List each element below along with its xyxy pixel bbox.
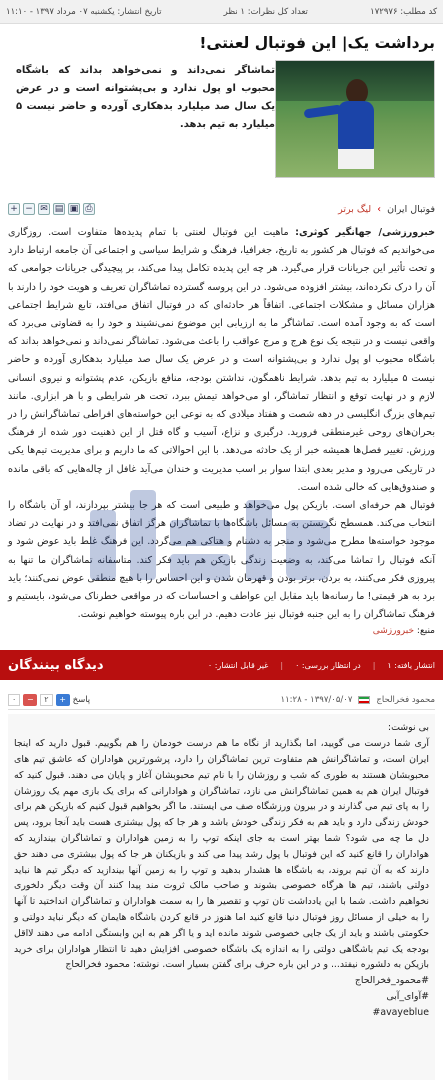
stat-published: انتشار یافته: ۱ xyxy=(387,660,435,670)
stat-pending: در انتظار بررسی: ۰ xyxy=(295,660,361,670)
comment-author-info xyxy=(281,695,435,705)
article-lead xyxy=(0,60,443,190)
reply-button[interactable]: پاسخ xyxy=(72,694,91,705)
font-increase-button[interactable]: + xyxy=(8,203,20,215)
like-button[interactable]: + xyxy=(56,694,70,706)
stat-rejected: غیر قابل انتشار: ۰ xyxy=(207,660,269,670)
comment-hashtag[interactable]: #محمود_فخرالحاج xyxy=(354,975,429,987)
print-icon[interactable]: ⎙ xyxy=(83,203,95,215)
comments-header xyxy=(0,650,443,680)
comment-hashtag[interactable]: avayeblue# xyxy=(372,1006,429,1018)
comment-hashtag[interactable]: #آوای_آبی xyxy=(386,991,429,1003)
breadcrumb-item[interactable]: فوتبال ایران xyxy=(387,203,435,215)
article-source: منبع: خبرورزشی xyxy=(372,626,435,637)
save-icon[interactable]: ▤ xyxy=(54,204,64,214)
breadcrumb xyxy=(338,204,435,215)
comment-body xyxy=(8,714,435,1080)
article-meta-bar xyxy=(0,0,443,24)
dislike-count: ۰ xyxy=(8,694,20,706)
pdf-icon[interactable]: ▣ xyxy=(69,204,79,214)
publish-date: تاریخ انتشار: یکشنبه ۰۷ مرداد ۱۳۹۷ - ۱۱:۱۰ xyxy=(6,6,162,17)
article-toolbar xyxy=(0,198,443,220)
like-count: ۲ xyxy=(40,694,52,706)
article-code: کد مطلب: ۱۷۲۹۷۶ xyxy=(370,6,437,17)
iran-flag-icon xyxy=(358,696,370,704)
comment-count: تعداد کل نظرات: ۱ نظر xyxy=(223,6,308,17)
email-icon[interactable]: ✉ xyxy=(38,203,50,215)
source-link[interactable]: خبرورزشی xyxy=(372,626,415,637)
article-title: برداشت یک| این فوتبال لعنتی! xyxy=(199,34,435,52)
comment-votes xyxy=(8,694,94,706)
comment-meta xyxy=(8,690,435,710)
lead-text: تماشاگر نمی‌داند و نمی‌خواهد بداند که باشگاه محبوب او پول ندارد و بی‌پشتوانه است و در عرض یک سال صد میلیارد بدهکاری آورده و حاضر نیست ۵ میلیارد به تیم بدهد. xyxy=(16,65,275,130)
comment-greeting: بی نوشت: xyxy=(387,722,429,734)
dislike-button[interactable]: − xyxy=(23,694,37,706)
comment-stats: انتشار یافته: ۱ | در انتظار بررسی: ۰ | غیر قابل انتشار: ۰ xyxy=(207,660,435,670)
reporter-byline: خبرورزشی/ جهانگیر کوثری: xyxy=(295,227,436,238)
paragraph: خبرورزشی/ جهانگیر کوثری: ماهیت این فوتبال لعنتی با تمام پدیده‌ها متفاوت است. روزگاری می‌خواندیم که فوتبال هر کشور به تاریخ، جغرافیا، فرهنگ و شرایط سیاسی و اجتماعی آن جامعه ارتباط دارد و تحت تأثیر این جریانات قرار می‌گیرد. هر چه این پدیده تکامل پیدا می‌کند، بر پیچیدگی جریانات جوامعی که آن را درک نکرده‌اند، بیشتر افزوده می‌شود. در این پروسه گسترده تماشاگران تعریف و هویت خود را دارند با هزاران مسائل و مشکلات اجتماعی. اتفاقاً هر حادثه‌ای که در فوتبال اتفاق می‌افتد، تابع شرایط اجتماعی است که به وجود آمده است. تماشاگر ما به ارزیابی این موضوع نمی‌نشیند و خود را به قضاوتی می‌برد که واقعی نیست و در نتیجه یک نوع هرج و مرج عواقب را باعث می‌شود. تماشاگر نمی‌داند و نمی‌خواهد بداند که باشگاه محبوب او پول ندارد و بی‌پشتوانه است و در عرض یک سال صد میلیارد بدهکاری آورده و حاضر نیست ۵ میلیارد به تیم بدهد. شرایط ناهمگون، نداشتن بودجه، منافع بازیکن، عدم پشتوانه و نیروی انسانی لازم و در نهایت توقع و انتظار تماشاگر، او می‌خواهد تیمش ببرد، تحت هر شرایطی و با هر ابزاری. مانند تیم‌های بزرگ انگلیسی در دهه شصت و هفتاد میلادی که به نوعی این خواسته‌های افراطی تماشاگرانش را در بحران‌های روحی غیرمنطقی فرورید. درگیری و نزاع، آسیب و گاه قتل از این ذهنیت دور شده از فرهنگ ورزش. تغییر فصل‌ها همیشه خبر از یک حادثه می‌دهد. با این احوالاتی که ما داریم و برای مدیریت تیم‌ها یکی در تاریکی می‌رود و مدیر بعدی ابتدا سوار بر اسب مدیریت و خندان می‌آید غافل از چاله‌هایی که باقی مانده و صندوق‌هایی که خالی شده است. xyxy=(8,227,436,493)
comment-text: آری شما درست می گویید، اما بگذارید از نگاه ما هم درست خودمان را هم بگوییم. قبول دارید که اینجا ایران است، و تماشاگرانش هم متفاوت ترین تماشاگران را دارد، پرشورترین هواداران که عاشق تیم های محبوبشان هستند به طوری که شب و روزشان را با نام تیم محبوبشان آغاز و پایان می دهند. قبول کنید که فوتبال ایران هم به همین تماشاگرانش می نازد، تماشاگران و هوادارانی که برای یک بازی مهم یک روزشان را به پای تیم می گذارند و در بیرون ورزشگاه صف می ایستند. ما اگر بخواهیم قبول کنیم که بازیکن هم برای خودش زندگی دارد و باید هم به فکر زندگی خودش باشد و هر جا که پول بیشتری هست باید آنجا برود، پس دل ما چه می شود؟ شما بهتر است به جای اینکه توپ را به زمین هواداران و تماشاگران بیندازید که هواداران را قانع کنید که این فوتبال با پول رشد پیدا می کند و بازیکنان هر جا که پول بیشتری می دهند حق دارند که به آن تیم بروند، به باشگاه ها هشدار بدهید و توپ را به زمین آنها بیندازید که دیگر تیم ها نباید دولتی باشند، تیم ها هرگاه خصوصی بشوند و صاحب مالک ثروت مند پیدا کنند آن وقت دیگر دلخوری نخواهیم داشت. شما با این یادداشت تان توپ و تقصیر ها را به سمت هواداران و تماشاگران انداختید تا آنها را به خیلی از مسائل روز فوتبال دنیا قانع کنید اما هنوز در قانع کردن باشگاه هایمان که دیگر نباید دولتی و حکومتی باشند و باید از یک جایی خصوصی شوند مانده اید و یا اگر هم به این وابستگی ادامه می دهند لااقل بودجه یک تیم باشگاهی دولتی را به اندازه یک باشگاه خصوصی افزایش دهید تا انتظار هواداران برای خرید بازیکن به دلشوره نیفتد... و در این باره حرف برای گفتن بسیار است. نوشته: محمود فخرالحاج xyxy=(14,738,429,971)
lead-image[interactable] xyxy=(275,60,435,178)
paragraph: فوتبال هم حرفه‌ای است. بازیکن پول می‌خواهد و طبیعی است که هر جا بیشتر بپردازند، او آن باشگاه را انتخاب می‌کند. همسطح نگریستن به مسائل باشگاه‌ها با تماشاگران هرگز اتفاق نمی‌افتد و در نهایت در تضاد موجود خواسته‌ها مطرح می‌شود و منجر به دشنام و هتاکی هم می‌گردد. این فرهنگ غلط باید عوض شود و آنکه فوتبال را تماشا می‌کند، به وضعیت زندگی بازیکن هم باید فکر کند. متاسفانه تماشاگران ما تنها به پیروزی فکر می‌کنند، به بردن، برتر بودن و قهرمان شدن و این احساس را با هیچ منطقی عوض نمی‌کنند؛ باید برد به هر قیمتی! ما رسانه‌ها باید مقابل این عواطف و احساسات که در مواقعی خطرناک می‌شود، بایستیم و فرهنگ تماشاگران را به این جنبه فوتبال نیز عادت دهیم. در این باره پیوسته خواهیم نوشت. xyxy=(8,500,435,621)
font-decrease-button[interactable]: − xyxy=(23,203,35,215)
chevron-left-icon: › xyxy=(377,203,382,215)
comment-author: محمود فخرالحاج xyxy=(376,694,435,705)
comments-title: دیدگاه بینندگان xyxy=(8,657,104,673)
article-tools xyxy=(8,203,95,215)
article-body xyxy=(0,220,443,624)
breadcrumb-item[interactable]: لیگ برتر xyxy=(338,203,372,215)
comment-date: ۱۳۹۷/۰۵/۰۷ - ۱۱:۲۸ xyxy=(280,694,353,705)
